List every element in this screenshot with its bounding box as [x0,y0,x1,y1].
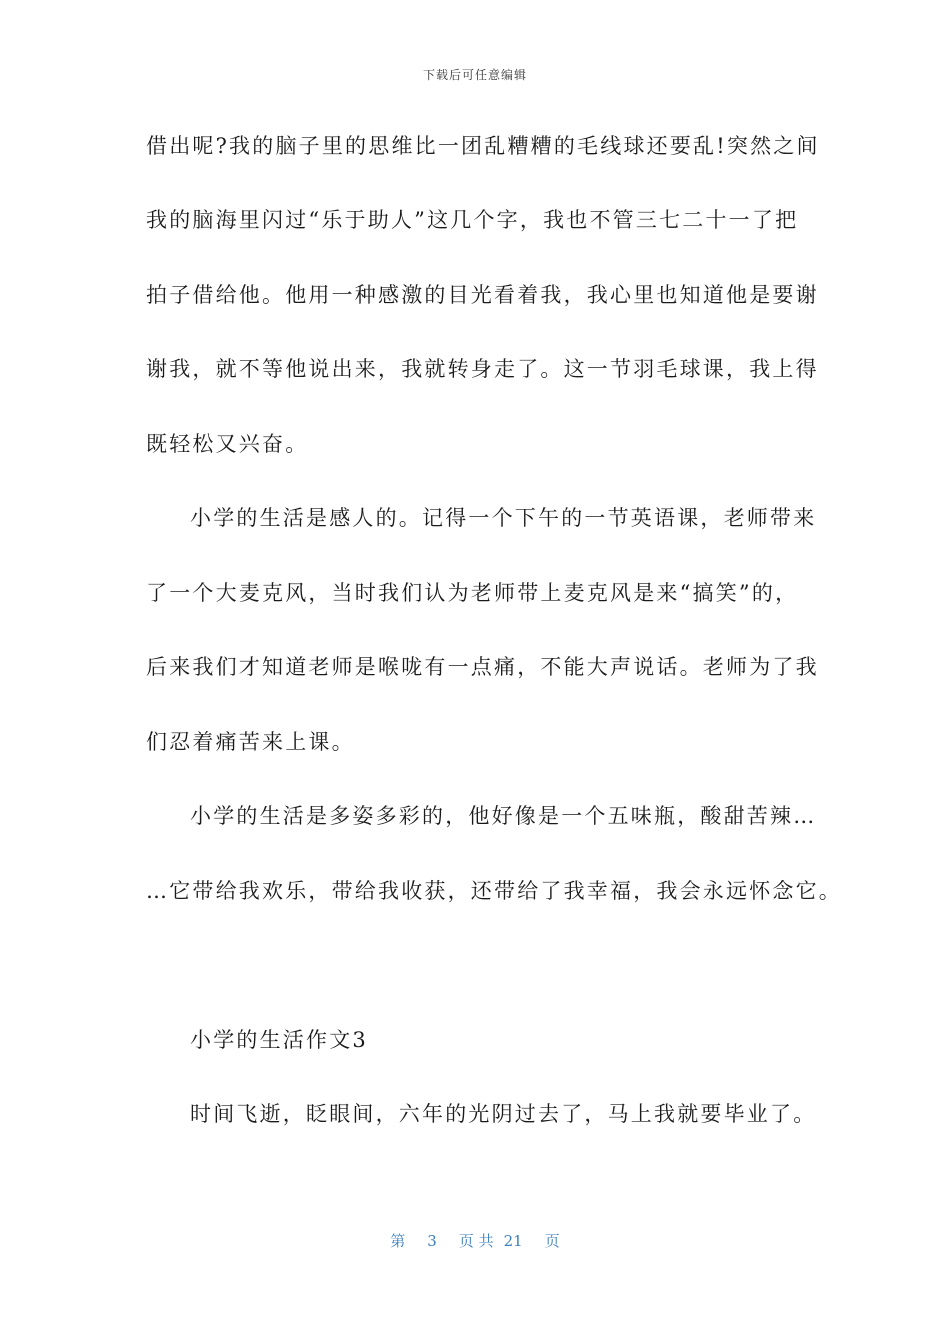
total-pages: 21 [503,1232,523,1250]
paragraph-first-line: 时间飞逝，眨眼间，六年的光阴过去了，马上我就要毕业了。 [190,1102,817,1126]
page-header: 下载后可任意编辑 [422,68,527,82]
text-line: 拍子借给他。他用一种感激的目光看着我，我心里也知道他是要谢 [146,283,819,307]
paragraph-first-line: 小学的生活是多姿多彩的，他好像是一个五味瓶，酸甜苦辣… [190,804,817,828]
text-line: 我的脑海里闪过“乐于助人”这几个字，我也不管三七二十一了把 [146,208,799,232]
footer-prefix: 第 [390,1232,406,1250]
text-line: 谢我，就不等他说出来，我就转身走了。这一节羽毛球课，我上得 [146,357,819,381]
footer-suffix: 页 [544,1232,560,1250]
text-line: 既轻松又兴奋。 [146,432,309,456]
text-line: 们忍着痛苦来上课。 [146,730,355,754]
page-footer [0,1230,950,1251]
text-line: 后来我们才知道老师是喉咙有一点痛，不能大声说话。老师为了我 [146,655,819,679]
footer-mid: 页 共 [458,1232,494,1250]
current-page-number: 3 [427,1232,437,1250]
text-line: …它带给我欢乐，带给我收获，还带给了我幸福，我会永远怀念它。 [146,879,842,903]
text-line: 了一个大麦克风，当时我们认为老师带上麦克风是来“搞笑”的， [146,581,799,605]
paragraph-first-line: 小学的生活是感人的。记得一个下午的一节英语课，老师带来 [190,506,817,530]
section-title: 小学的生活作文3 [190,1028,368,1052]
text-line: 借出呢?我的脑子里的思维比一团乱糟糟的毛线球还要乱!突然之间 [146,134,820,158]
